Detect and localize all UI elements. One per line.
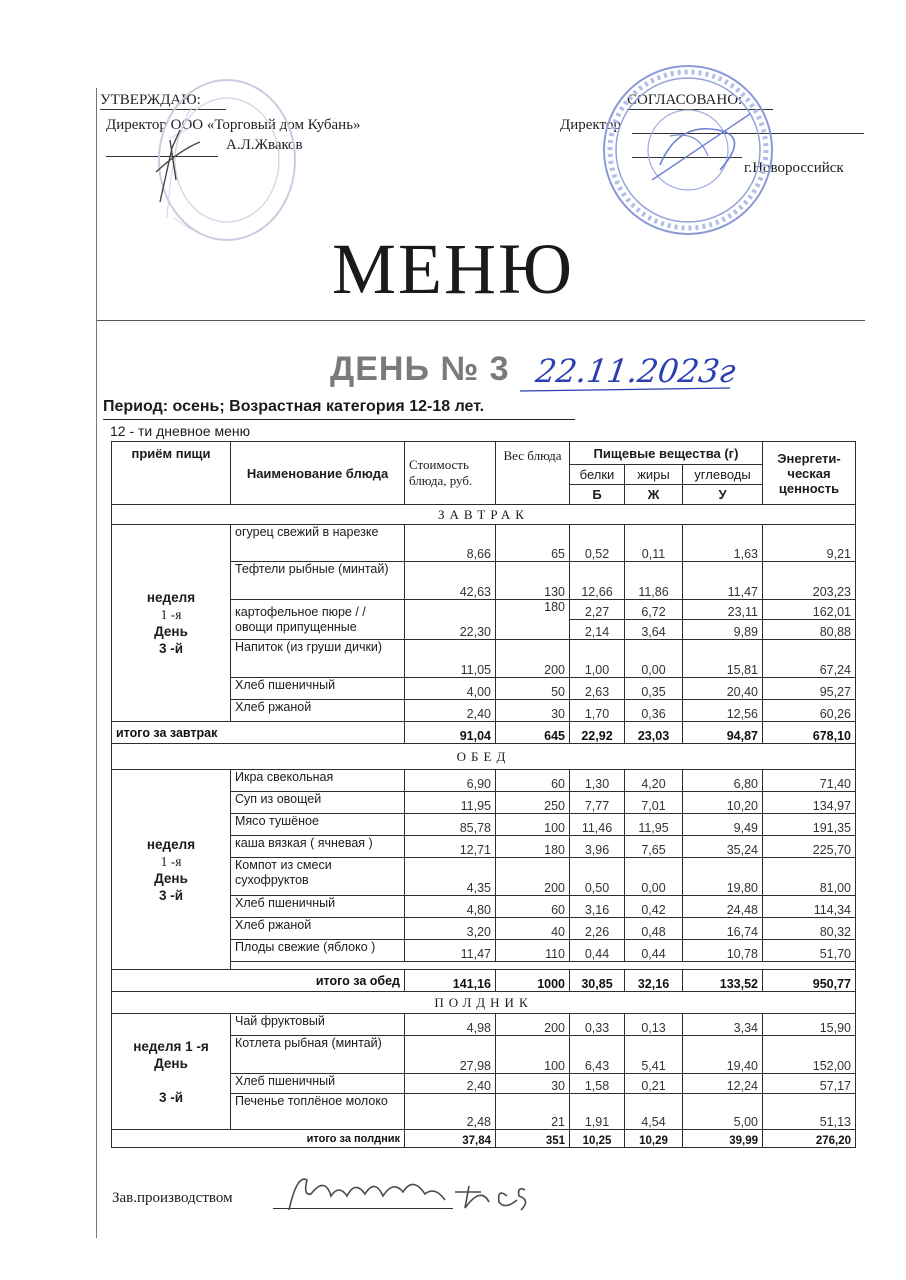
table-row [112,770,856,792]
agree-position: Директор [560,117,621,133]
dish-carbs: 3,34 [683,1014,763,1036]
day-week: неделя [146,836,196,852]
section-breakfast: ЗАВТРАК [112,505,856,525]
dish-fat: 7,01 [625,792,683,814]
day-day-num: 3 -й [158,641,184,656]
header-protein: белки [570,465,625,485]
dish-protein: 1,70 [570,700,625,722]
dish-energy: 9,21 [763,525,856,562]
dish-weight: 200 [496,858,570,896]
total-fat: 32,16 [625,970,683,992]
dish-cost: 11,05 [405,640,496,678]
total-weight: 1000 [496,970,570,992]
snack-day-b: День [154,1055,188,1071]
dish-name: Суп из овощей [231,792,405,814]
total-protein: 10,25 [570,1130,625,1148]
agree-title: СОГЛАСОВАНО: [627,92,743,108]
total-cost: 37,84 [405,1130,496,1148]
spacer-cell [231,962,856,970]
dish-fat: 0,35 [625,678,683,700]
dish-fat: 4,54 [625,1094,683,1130]
dish-carbs: 35,24 [683,836,763,858]
header-protein-short: Б [570,485,625,505]
day-date: 22.11.2023г [533,352,739,390]
total-label: итого за завтрак [112,722,405,744]
total-row-snack [112,1130,856,1148]
dish-protein: 6,43 [570,1036,625,1074]
total-carbs: 94,87 [683,722,763,744]
total-energy: 950,77 [763,970,856,992]
dish-cost: 11,47 [405,940,496,962]
dish-carbs: 20,40 [683,678,763,700]
menu-type: 12 - ти дневное меню [110,423,251,439]
dish-protein: 7,77 [570,792,625,814]
section-snack: ПОЛДНИК [112,992,856,1014]
dish-carbs: 1,63 [683,525,763,562]
day-cell-snack [112,1014,231,1130]
total-label: итого за полдник [112,1130,405,1148]
total-protein: 30,85 [570,970,625,992]
dish-cost: 27,98 [405,1036,496,1074]
header-energy: Энергети-ческая ценность [763,442,856,505]
dish-protein: 12,66 [570,562,625,600]
dish-name: Икра свекольная [231,770,405,792]
dish-cost: 42,63 [405,562,496,600]
dish-protein: 11,46 [570,814,625,836]
header-cost: Стоимость блюда, руб. [405,442,496,505]
dish-energy: 95,27 [763,678,856,700]
dish-carbs: 12,56 [683,700,763,722]
dish-protein: 1,30 [570,770,625,792]
table-row [112,1014,856,1036]
signature-label: Зав.производством [112,1190,233,1206]
dish-fat: 4,20 [625,770,683,792]
dish-weight: 180 [496,836,570,858]
dish-energy: 134,97 [763,792,856,814]
dish-cost: 11,95 [405,792,496,814]
approve-title: УТВЕРЖДАЮ: [100,92,201,108]
title-divider [97,320,865,321]
dish-name: огурец свежий в нарезке [231,525,405,562]
dish-weight: 30 [496,700,570,722]
dish-weight: 100 [496,814,570,836]
dish-cost: 3,20 [405,918,496,940]
dish-energy: 80,32 [763,918,856,940]
header-name: Наименование блюда [231,442,405,505]
total-label: итого за обед [112,970,405,992]
dish-name: Хлеб пшеничный [231,1074,405,1094]
dish-cost: 4,98 [405,1014,496,1036]
dish-energy: 114,34 [763,896,856,918]
dish-energy: 81,00 [763,858,856,896]
menu-table [111,441,856,1148]
dish-protein: 0,33 [570,1014,625,1036]
dish-weight: 50 [496,678,570,700]
dish-fat: 7,65 [625,836,683,858]
total-cost: 141,16 [405,970,496,992]
dish-carbs: 9,49 [683,814,763,836]
agree-place: г.Новороссийск [744,160,844,176]
day-number: ДЕНЬ № 3 [330,350,510,388]
dish-name: Чай фруктовый [231,1014,405,1036]
total-row-lunch [112,970,856,992]
day-week: неделя [146,590,196,605]
dish-protein-alt: 2,14 [570,620,625,640]
total-fat: 23,03 [625,722,683,744]
date-underline [520,385,730,395]
dish-weight: 200 [496,640,570,678]
snack-day-c: 3 -й [158,1089,184,1105]
dish-fat: 0,44 [625,940,683,962]
page-title: МЕНЮ [332,229,574,309]
dish-protein: 0,52 [570,525,625,562]
dish-carbs: 10,20 [683,792,763,814]
dish-fat: 0,42 [625,896,683,918]
dish-fat: 5,41 [625,1036,683,1074]
dish-name: каша вязкая ( ячневая ) [231,836,405,858]
dish-cost: 4,80 [405,896,496,918]
dish-name: Мясо тушёное [231,814,405,836]
dish-name: Тефтели рыбные (минтай) [231,562,405,600]
dish-weight: 200 [496,1014,570,1036]
dish-weight: 21 [496,1094,570,1130]
dish-name: Компот из смеси сухофруктов [231,858,405,896]
dish-name: Печенье топлёное молоко [231,1094,405,1130]
dish-protein: 0,50 [570,858,625,896]
dish-fat: 0,00 [625,640,683,678]
dish-name: Хлеб пшеничный [231,678,405,700]
day-cell-breakfast [112,525,231,722]
dish-weight: 30 [496,1074,570,1094]
dish-protein: 0,44 [570,940,625,962]
dish-carbs: 11,47 [683,562,763,600]
dish-energy: 203,23 [763,562,856,600]
dish-energy: 51,70 [763,940,856,962]
dish-weight: 65 [496,525,570,562]
dish-carbs-alt: 9,89 [683,620,763,640]
header-carbs: углеводы [683,465,763,485]
dish-energy: 152,00 [763,1036,856,1074]
dish-fat: 0,00 [625,858,683,896]
day-day: День [154,624,188,639]
dish-carbs: 10,78 [683,940,763,962]
dish-carbs: 23,11 [683,600,763,620]
total-energy: 678,10 [763,722,856,744]
day-week-num: 1 -я [160,607,182,622]
total-row-breakfast [112,722,856,744]
dish-fat: 11,86 [625,562,683,600]
dish-cost: 2,40 [405,700,496,722]
dish-energy: 67,24 [763,640,856,678]
dish-weight: 180 [496,600,570,640]
dish-weight: 60 [496,896,570,918]
dish-weight: 110 [496,940,570,962]
header-fat-short: Ж [625,485,683,505]
dish-protein: 1,91 [570,1094,625,1130]
dish-cost: 2,40 [405,1074,496,1094]
dish-cost: 4,35 [405,858,496,896]
period-line: Период: осень; Возрастная категория 12-18 лет. [103,398,485,415]
dish-cost: 8,66 [405,525,496,562]
total-energy: 276,20 [763,1130,856,1148]
header-nutrients: Пищевые вещества (г) [570,442,763,465]
header-meal: приём пищи [112,442,231,505]
dish-carbs: 15,81 [683,640,763,678]
total-weight: 351 [496,1130,570,1148]
dish-fat: 0,36 [625,700,683,722]
total-carbs: 39,99 [683,1130,763,1148]
dish-name: Хлеб ржаной [231,918,405,940]
handwritten-signature [285,1166,555,1226]
dish-carbs: 19,40 [683,1036,763,1074]
header-carbs-short: У [683,485,763,505]
approve-name: А.Л.Жваков [226,137,303,153]
round-stamp-right [600,60,780,240]
dish-energy: 60,26 [763,700,856,722]
day-week-num: 1 -я [160,853,182,869]
dish-weight: 130 [496,562,570,600]
dish-carbs: 24,48 [683,896,763,918]
dish-protein: 2,27 [570,600,625,620]
dish-energy: 162,01 [763,600,856,620]
dish-energy: 191,35 [763,814,856,836]
dish-protein: 2,63 [570,678,625,700]
dish-energy: 15,90 [763,1014,856,1036]
day-day-num: 3 -й [158,887,184,903]
dish-fat: 11,95 [625,814,683,836]
dish-fat: 0,13 [625,1014,683,1036]
dish-fat: 0,11 [625,525,683,562]
dish-weight: 100 [496,1036,570,1074]
period-underline [103,419,575,420]
day-day: День [154,870,188,886]
total-carbs: 133,52 [683,970,763,992]
dish-name: Хлеб ржаной [231,700,405,722]
dish-name: Хлеб пшеничный [231,896,405,918]
dish-energy: 71,40 [763,770,856,792]
dish-weight: 40 [496,918,570,940]
header-fat: жиры [625,465,683,485]
dish-weight: 250 [496,792,570,814]
dish-fat: 0,21 [625,1074,683,1094]
approve-signature-mark [150,120,210,210]
dish-protein: 3,96 [570,836,625,858]
dish-fat-alt: 3,64 [625,620,683,640]
dish-carbs: 5,00 [683,1094,763,1130]
dish-protein: 1,58 [570,1074,625,1094]
dish-name: Котлета рыбная (минтай) [231,1036,405,1074]
dish-weight: 60 [496,770,570,792]
total-weight: 645 [496,722,570,744]
dish-cost: 12,71 [405,836,496,858]
approve-position: Директор ООО «Торговый дом Кубань» [106,117,361,133]
total-protein: 22,92 [570,722,625,744]
dish-cost: 2,48 [405,1094,496,1130]
dish-name: Плоды свежие (яблоко ) [231,940,405,962]
dish-energy: 225,70 [763,836,856,858]
total-fat: 10,29 [625,1130,683,1148]
snack-day-a: неделя 1 -я [133,1038,209,1054]
dish-cost: 85,78 [405,814,496,836]
dish-carbs: 16,74 [683,918,763,940]
dish-carbs: 12,24 [683,1074,763,1094]
dish-cost: 6,90 [405,770,496,792]
day-cell-lunch [112,770,231,970]
dish-fat: 6,72 [625,600,683,620]
dish-carbs: 6,80 [683,770,763,792]
dish-protein: 1,00 [570,640,625,678]
table-row [112,525,856,562]
header-weight: Вес блюда [496,442,570,505]
section-lunch: ОБЕД [112,744,856,770]
dish-energy-alt: 80,88 [763,620,856,640]
dish-cost: 22,30 [405,600,496,640]
dish-energy: 57,17 [763,1074,856,1094]
dish-protein: 3,16 [570,896,625,918]
total-cost: 91,04 [405,722,496,744]
dish-protein: 2,26 [570,918,625,940]
dish-cost: 4,00 [405,678,496,700]
dish-name: картофельное пюре / / овощи припущенные [231,600,405,640]
dish-fat: 0,48 [625,918,683,940]
dish-name: Напиток (из груши дички) [231,640,405,678]
dish-energy: 51,13 [763,1094,856,1130]
dish-carbs: 19,80 [683,858,763,896]
